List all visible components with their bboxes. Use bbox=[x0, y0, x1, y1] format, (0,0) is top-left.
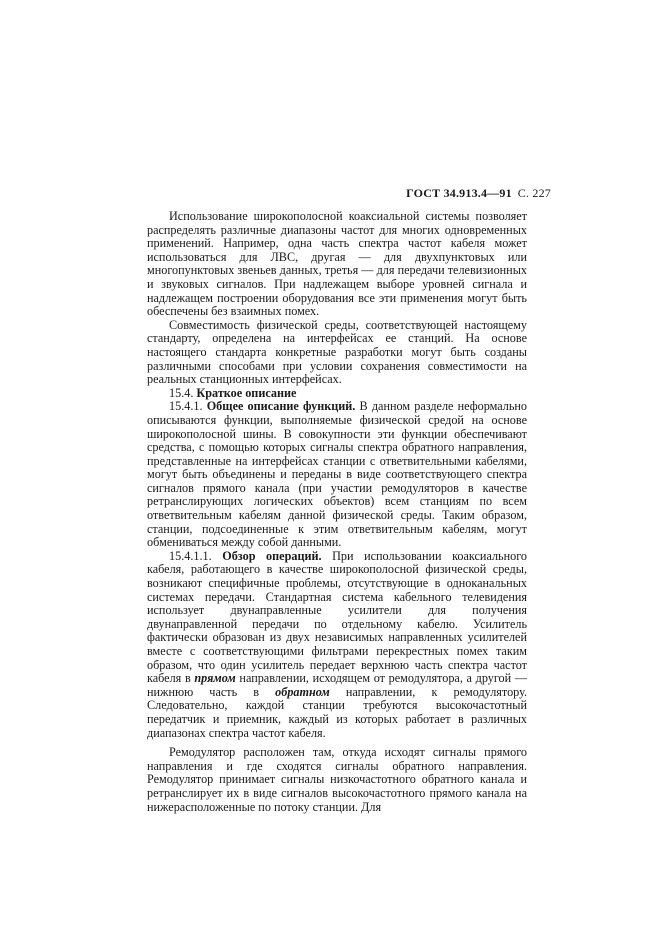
operations-text-c: направлении, к ремодулятору. Следовательно, каждой станции требуются высокочастотный передатчик и приемник, каждый из которых работает в различных диапазонах спектра частот кабеля. bbox=[147, 684, 528, 740]
subsection-title: Общее описание функций. bbox=[206, 399, 356, 414]
body-text bbox=[147, 210, 527, 814]
section-heading-15-4 bbox=[147, 387, 527, 401]
subsection-number: 15.4.1. bbox=[169, 399, 203, 414]
operations-text-a: При использовании коаксиального кабеля, работающего в качестве широкополосной физической среды, возникают специфичные проблемы, отсутствующие в одноканальных системах передачи. Стандартная система кабельного телевидения использует двунаправленные усилители для получения двунаправленной передачи по отдельному кабелю. Усилитель фактически образован из двух независимых направленных усилителей вместе с соответствующими фильтрами перекрестных помех таким образом, что один усилитель передает верхнюю часть спектра частот кабеля в bbox=[147, 548, 528, 686]
paragraph-remodulator: Ремодулятор расположен там, откуда исходят сигналы прямого направления и где сходятся сигналы обратного направления. Ремодулятор принимает сигналы низкочастотного обратного канала и ретранслирует их в виде сигналов высокочастотного прямого канала на нижерасположенные по потоку станции. Для bbox=[147, 745, 527, 814]
subsubsection-title: Обзор операций. bbox=[222, 548, 322, 563]
subsection-text: В данном разделе неформально описываются функции, выполняемые физической средой на основе широкополосной шины. В совокупности эти функции обеспечивают средства, с помощью которых сигналы спектра обратного направления, представленные на интерфейсах станции с ответвительными кабелями, могут быть объединены и переданы в виде соответствующего спектра сигналов прямого канала (при участии ремодуляторов в качестве ретранслирующих логических объектов) всем станциям по всем ответвительным кабелям данной физической среды. Таким образом, станции, подсоединенные к этим ответвительным кабелям, могут обмениваться между собой данными. bbox=[147, 399, 528, 550]
paragraph-operations bbox=[147, 550, 527, 740]
subsubsection-number: 15.4.1.1. bbox=[169, 548, 212, 563]
paragraph-compatibility: Совместимость физической среды, соответствующей настоящему стандарту, определена на интерфейсах ее станций. На основе настоящего стандарта конкретные разработки могут быть созданы различными способами при условии сохранения совместимости на реальных станционных интерфейсах. bbox=[147, 317, 527, 387]
section-number: 15.4. bbox=[169, 385, 194, 400]
section-title: Краткое описание bbox=[196, 385, 297, 400]
paragraph-intro: Использование широкополосной коаксиальной системы позволяет распределять различные диапазоны частот для многих одновременных применений. Например, одна часть спектра частот кабеля может использоваться для ЛВС, другая — для двухпунктовых или многопунктовых звеньев данных, третья — для передачи телевизионных и звуковых сигналов. При надлежащем выборе уровней сигнала и надлежащем построении оборудования все эти применения могут быть обеспечены без взаимных помех. bbox=[147, 209, 527, 319]
page-header bbox=[406, 186, 551, 201]
emphasis-forward: прямом bbox=[194, 671, 236, 686]
operations-text-b: направлении, исходящем от ремодулятора, а другой — нижнюю часть в bbox=[147, 671, 528, 699]
page-number: С. 227 bbox=[517, 186, 551, 200]
emphasis-reverse: обратном bbox=[275, 684, 330, 699]
paragraph-functions bbox=[147, 400, 527, 550]
standard-number: ГОСТ 34.913.4—91 bbox=[406, 186, 512, 200]
